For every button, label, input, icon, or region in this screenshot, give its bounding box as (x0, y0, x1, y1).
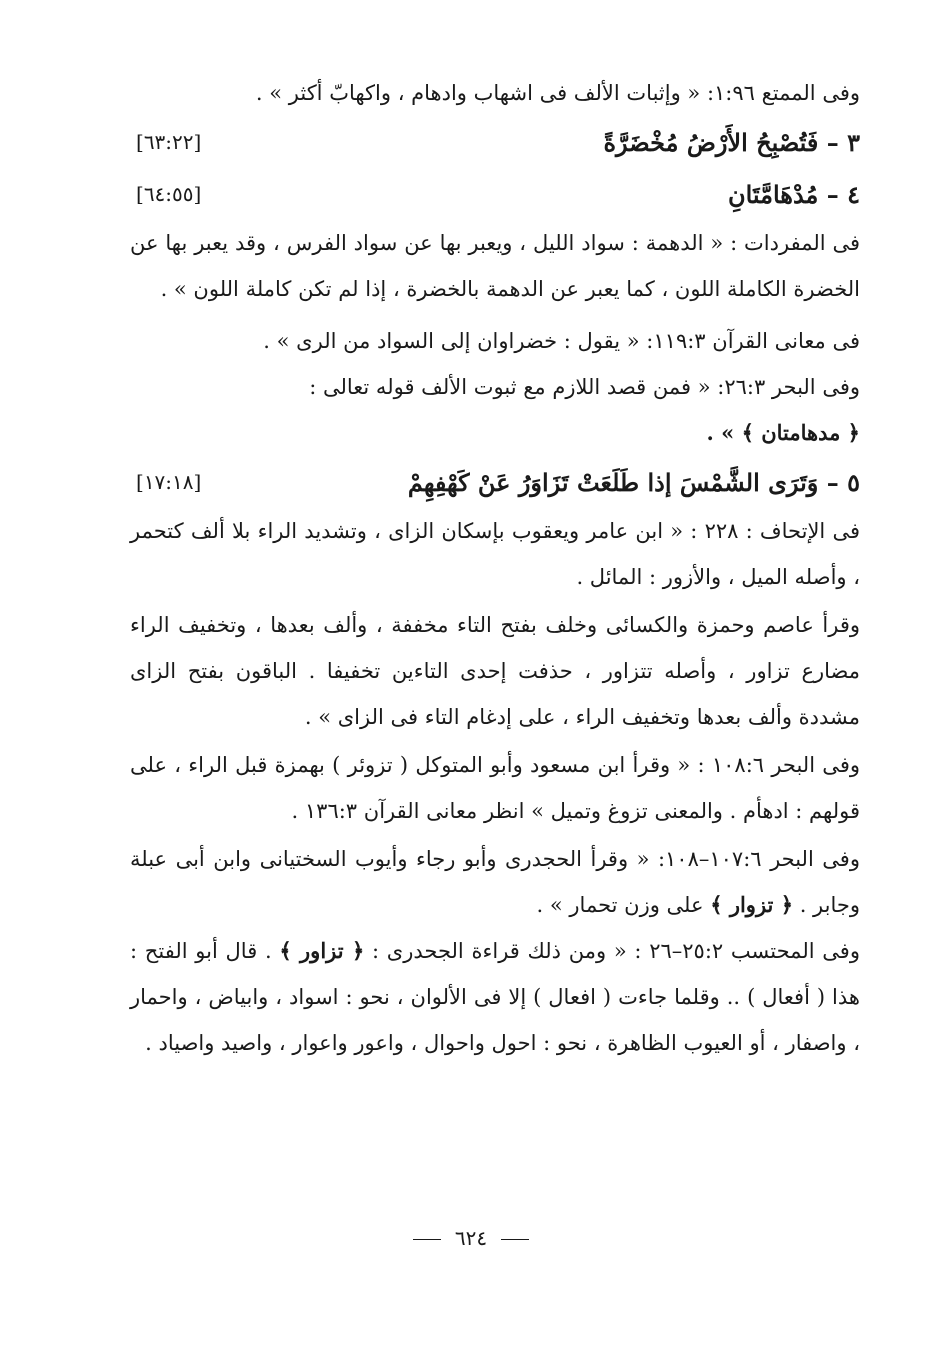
footer-dash-right (501, 1239, 529, 1240)
paragraph-mufradat: فى المفردات : « الدهمة : سواد الليل ، ويعبر بها عن سواد الفرس ، وقد يعبر بها عن الخضرة الكاملة اللون ، كما يعبر عن الدهمة بالخضرة ، إذا لم تكن كاملة اللون » . (130, 231, 860, 301)
document-page (130, 70, 860, 1066)
paragraph-qiraat: وقرأ عاصم وحمزة والكسائى وخلف بفتح التاء مخففة ، وألف بعدها ، وتخفيف الراء مضارع تزاور ، وأصله تتزاور ، حذفت إحدى التاءين تخفيفا . الباقون بفتح الزاى مشددة وألف بعدها وتخفيف الراء ، على إدغام التاء فى الزاى » . (130, 613, 860, 729)
paragraph-muhtasab-end: . قال أبو الفتح : هذا ( أفعال ) .. وقلما جاءت ( افعال ) إلا فى الألوان ، نحو : اسواد ، وابياض ، واحمار ، واصفار ، أو العيوب الظاهرة ، نحو : احول واحوال ، واعور واعوار ، واصيد واصياد . (130, 939, 860, 1055)
text-line-mumti: وفى الممتع ١:٩٦: « وإثبات الألف فى اشهاب وادهام ، واكهابّ أكثر » . (255, 81, 860, 105)
paragraph-bahr-1-quote: ﴿ مدهامتان ﴾ » . (706, 420, 860, 445)
verse-3 (130, 116, 860, 168)
paragraph-muhtasab (130, 928, 860, 1066)
paragraph-muhtasab-text: وفى المحتسب ٢٥:٢–٢٦ : « ومن ذلك قراءة الجحدرى : (372, 939, 860, 963)
verse-3-reference: [٦٣:٢٢] (136, 130, 202, 154)
verse-4 (130, 168, 860, 220)
paragraph-muhtasab-quote: ﴿ تزاور ﴾ (279, 938, 365, 963)
verse-3-text: ٣ – فَتُصْبِحُ الأَرْضُ مُخْضَرَّةً (603, 127, 860, 157)
paragraph-bahr-3 (130, 836, 860, 928)
paragraph-bahr-2: وفى البحر ١٠٨:٦ : « وقرأ ابن مسعود وأبو المتوكل ( تزوئر ) بهمزة قبل الراء ، على قولهم : ادهأم . والمعنى تزوغ وتميل » انظر معانى القرآن ١٣٦:٣ . (130, 753, 860, 823)
verse-5-text: ٥ – وَتَرَى الشَّمْسَ إذا طَلَعَتْ تَزَاوَرُ عَنْ كَهْفِهِمْ (407, 467, 860, 497)
page-footer (0, 1226, 942, 1250)
verse-4-reference: [٦٤:٥٥] (136, 182, 202, 206)
paragraph-maani-quran: فى معانى القرآن ١١٩:٣: « يقول : خضراوان إلى السواد من الرى » . (263, 329, 860, 353)
footer-dash-left (413, 1239, 441, 1240)
verse-4-text: ٤ – مُدْهَامَّتَانِ (727, 179, 860, 209)
paragraph-bahr-3-quote: ﴿ تزوار ﴾ (710, 892, 793, 917)
verse-5-reference: [١٧:١٨] (136, 470, 202, 494)
paragraph-bahr-3-end: على وزن تحمار » . (536, 893, 704, 917)
verse-5 (130, 456, 860, 508)
page-number: ٦٢٤ (454, 1226, 488, 1250)
paragraph-bahr-1-text: وفى البحر ٢٦:٣: « فمن قصد اللازم مع ثبوت الألف قوله تعالى : (309, 375, 860, 399)
paragraph-bahr-1 (130, 364, 860, 456)
paragraph-bahr-3-text: وفى البحر ١٠٧:٦–١٠٨: « وقرأ الحجدرى وأبو رجاء وأيوب السختيانى وابن أبى عبلة وجابر . (130, 847, 860, 917)
paragraph-ithaf: فى الإتحاف : ٢٢٨ : « ابن عامر ويعقوب بإسكان الزاى ، وتشديد الراء بلا ألف كتحمر ، وأصله الميل ، والأزور : المائل . (130, 519, 861, 589)
